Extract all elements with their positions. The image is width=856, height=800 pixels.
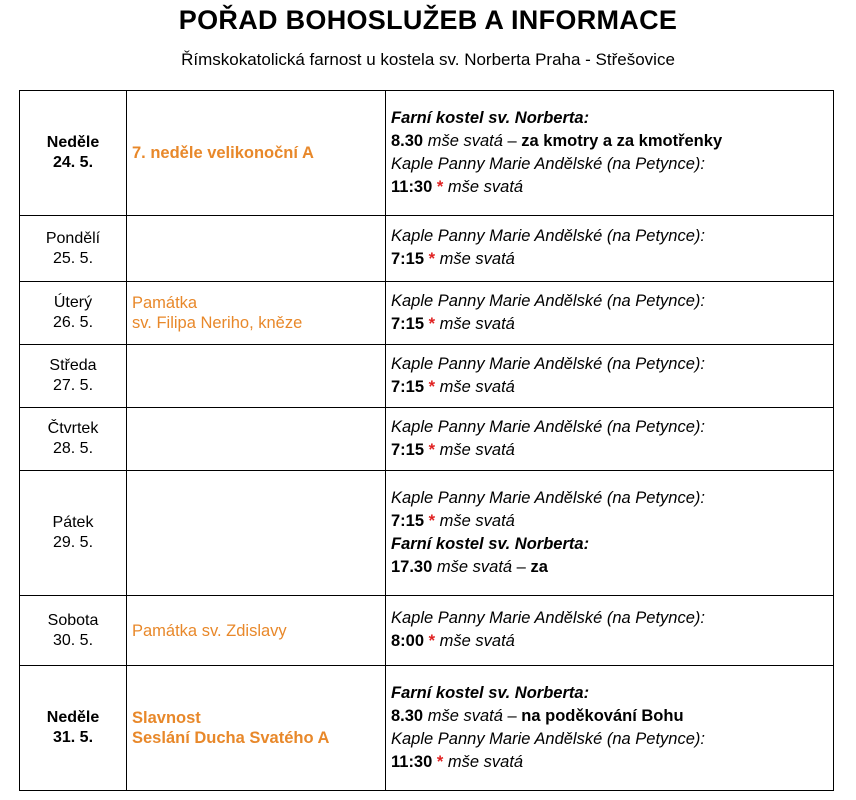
day-cell xyxy=(20,216,127,282)
service-description: mše svatá xyxy=(439,440,515,459)
service-time: 7:15 xyxy=(391,314,425,333)
asterisk-icon: * xyxy=(428,250,436,268)
service-line xyxy=(391,439,833,462)
service-description: mše svatá xyxy=(436,557,513,576)
day-cell xyxy=(20,596,127,666)
service-intention: za xyxy=(530,557,548,576)
asterisk-icon: * xyxy=(436,752,444,771)
feast-line: Památka sv. Zdislavy xyxy=(132,621,287,640)
service-description: mše svatá xyxy=(447,177,524,196)
service-description: mše svatá xyxy=(439,250,515,268)
service-description: mše svatá xyxy=(447,752,524,771)
table-row xyxy=(20,216,834,282)
service-cell xyxy=(386,345,834,408)
asterisk-icon: * xyxy=(436,177,444,196)
page-title: POŘAD BOHOSLUŽEB A INFORMACE xyxy=(178,5,678,35)
service-description: mše svatá xyxy=(427,131,503,150)
service-location: Kaple Panny Marie Andělské (na Petynce): xyxy=(391,729,705,748)
day-name: Neděle xyxy=(46,134,100,151)
service-line xyxy=(391,176,833,199)
feast-cell xyxy=(127,282,386,345)
service-time: 8:00 xyxy=(391,632,425,650)
service-location: Kaple Panny Marie Andělské (na Petynce): xyxy=(391,354,705,373)
feast-cell xyxy=(127,216,386,282)
service-time: 7:15 xyxy=(391,250,425,268)
service-time: 8.30 xyxy=(391,706,424,725)
service-description: mše svatá xyxy=(439,632,515,650)
table-row xyxy=(20,282,834,345)
table-row xyxy=(20,91,834,216)
day-cell xyxy=(20,282,127,345)
feast-cell xyxy=(127,408,386,471)
asterisk-icon: * xyxy=(428,632,436,650)
service-time: 7:15 xyxy=(391,377,425,396)
service-line xyxy=(391,630,833,653)
service-time: 8.30 xyxy=(391,131,424,150)
service-location: Farní kostel sv. Norberta: xyxy=(391,534,590,553)
day-date: 25. 5. xyxy=(52,249,94,267)
service-time: 11:30 xyxy=(391,752,433,771)
service-cell xyxy=(386,666,834,791)
service-location: Kaple Panny Marie Andělské (na Petynce): xyxy=(391,154,705,173)
service-location: Kaple Panny Marie Andělské (na Petynce): xyxy=(391,488,705,507)
feast-cell xyxy=(127,666,386,791)
feast-cell xyxy=(127,345,386,408)
day-date: 26. 5. xyxy=(52,314,94,331)
day-cell xyxy=(20,471,127,596)
day-date: 24. 5. xyxy=(52,154,94,171)
asterisk-icon: * xyxy=(428,314,436,333)
day-date: 28. 5. xyxy=(52,440,94,457)
feast-line: Seslání Ducha Svatého A xyxy=(132,729,330,747)
schedule-table xyxy=(19,90,834,791)
day-name: Pondělí xyxy=(45,229,101,247)
schedule-body xyxy=(20,91,834,791)
asterisk-icon: * xyxy=(428,511,436,530)
table-row xyxy=(20,345,834,408)
service-description: mše svatá xyxy=(439,314,515,333)
service-cell xyxy=(386,91,834,216)
service-location: Kaple Panny Marie Andělské (na Petynce): xyxy=(391,609,705,627)
feast-line: sv. Filipa Neriho, kněze xyxy=(132,314,303,332)
service-description: mše svatá xyxy=(439,377,515,396)
service-time: 11:30 xyxy=(391,177,433,196)
table-row xyxy=(20,471,834,596)
service-time: 17.30 xyxy=(391,557,433,576)
service-line xyxy=(391,705,833,728)
service-separator: – xyxy=(502,706,522,725)
day-date: 30. 5. xyxy=(52,631,94,649)
day-name: Úterý xyxy=(53,294,93,311)
feast-cell xyxy=(127,596,386,666)
service-cell xyxy=(386,216,834,282)
asterisk-icon: * xyxy=(428,440,436,459)
service-cell xyxy=(386,408,834,471)
day-cell xyxy=(20,345,127,408)
table-row xyxy=(20,666,834,791)
service-line xyxy=(391,751,833,774)
day-name: Sobota xyxy=(47,611,99,629)
day-cell xyxy=(20,91,127,216)
service-line xyxy=(391,313,833,336)
service-line xyxy=(391,130,833,153)
day-name: Středa xyxy=(49,357,97,374)
service-line xyxy=(391,510,833,533)
table-row xyxy=(20,596,834,666)
day-cell xyxy=(20,408,127,471)
day-cell xyxy=(20,666,127,791)
service-separator: – xyxy=(512,557,531,576)
service-location: Farní kostel sv. Norberta: xyxy=(391,108,590,127)
feast-cell xyxy=(127,91,386,216)
service-time: 7:15 xyxy=(391,511,425,530)
service-intention: za kmotry a za kmotřenky xyxy=(521,131,723,150)
asterisk-icon: * xyxy=(428,377,436,396)
service-location: Kaple Panny Marie Andělské (na Petynce): xyxy=(391,417,705,436)
service-cell xyxy=(386,596,834,666)
feast-line: Slavnost xyxy=(132,709,201,727)
table-row xyxy=(20,408,834,471)
service-line xyxy=(391,556,833,579)
service-description: mše svatá xyxy=(427,706,503,725)
service-location: Farní kostel sv. Norberta: xyxy=(391,683,590,702)
day-date: 31. 5. xyxy=(52,729,94,746)
service-intention: na poděkování Bohu xyxy=(521,706,684,725)
service-line xyxy=(391,248,833,271)
service-location: Kaple Panny Marie Andělské (na Petynce): xyxy=(391,291,705,310)
page-subtitle: Římskokatolická farnost u kostela sv. Norberta Praha - Střešovice xyxy=(181,50,675,69)
day-name: Čtvrtek xyxy=(47,420,99,437)
service-location: Kaple Panny Marie Andělské (na Petynce): xyxy=(391,227,705,245)
day-name: Neděle xyxy=(46,709,100,726)
day-date: 29. 5. xyxy=(52,534,94,551)
service-line xyxy=(391,376,833,399)
day-name: Pátek xyxy=(52,514,94,531)
service-cell xyxy=(386,282,834,345)
service-time: 7:15 xyxy=(391,440,425,459)
feast-cell xyxy=(127,471,386,596)
service-cell xyxy=(386,471,834,596)
day-date: 27. 5. xyxy=(52,377,94,394)
service-separator: – xyxy=(502,131,522,150)
feast-line: 7. neděle velikonoční A xyxy=(132,144,314,162)
service-description: mše svatá xyxy=(439,511,515,530)
feast-line: Památka xyxy=(132,294,198,312)
